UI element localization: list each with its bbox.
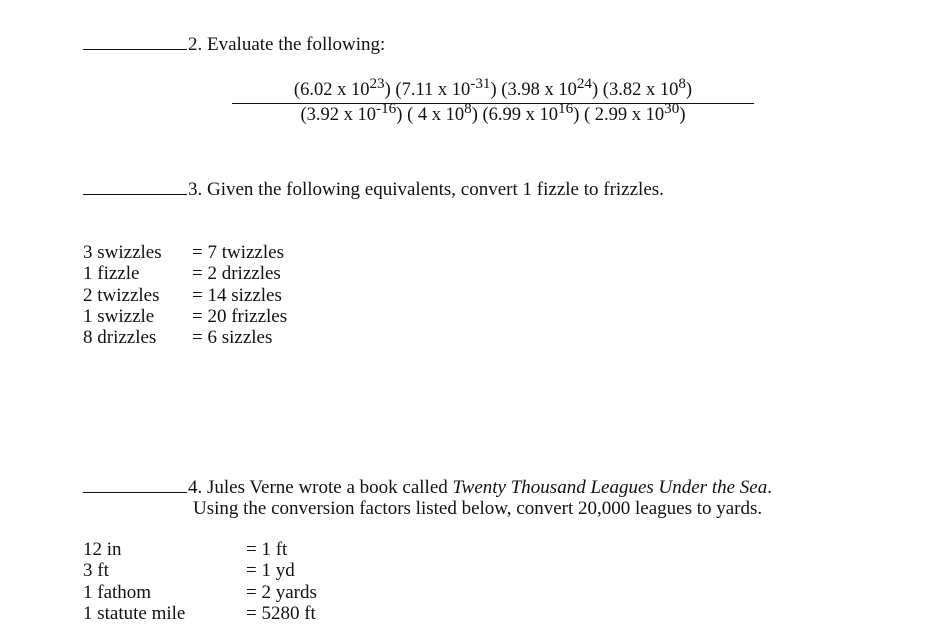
equivalent-row	[83, 242, 287, 263]
question-2-label: 2. Evaluate the following:	[188, 34, 386, 55]
equivalent-row	[83, 306, 287, 327]
equivalent-right: = 7 twizzles	[192, 242, 284, 263]
question-4-label: 4. Jules Verne wrote a book called	[188, 477, 453, 498]
equivalent-right: = 20 frizzles	[192, 305, 288, 327]
factor-row	[83, 603, 317, 624]
equivalent-left: 1 swizzle	[83, 305, 155, 327]
den-term-2: ( 4 x $10^8$)	[402, 100, 478, 125]
question-4-line2: Using the conversion factors listed below, convert 20,000 leagues to yards.	[193, 498, 763, 519]
num-term-3: (3.98 x $10^{24}$)	[496, 75, 599, 100]
equivalent-row	[83, 263, 287, 284]
book-title: Twenty Thousand Leagues Under the Sea	[452, 477, 768, 498]
equivalent-right: = 2 drizzles	[192, 263, 281, 285]
answer-blank-4[interactable]	[83, 491, 187, 493]
factor-row	[83, 582, 317, 603]
question-3-label: 3. Given the following equivalents, convert 1 fizzle to frizzles.	[188, 179, 664, 200]
factor-right: = 5280 ft	[246, 602, 316, 624]
equivalent-left: 2 twizzles	[83, 284, 160, 306]
answer-blank-3[interactable]	[83, 193, 187, 195]
factor-left: 12 in	[83, 539, 122, 560]
equivalent-row	[83, 285, 287, 306]
fraction-expression	[232, 75, 754, 126]
factor-left: 1 fathom	[83, 581, 152, 603]
factor-row	[83, 539, 317, 560]
den-term-1: (3.92 x $10^{-16}$)	[300, 100, 403, 125]
conversion-factors-table	[83, 539, 317, 624]
equivalent-left: 8 drizzles	[83, 327, 157, 349]
factor-left: 1 statute mile	[83, 602, 186, 624]
factor-right: = 1 ft	[246, 539, 288, 560]
factor-right: = 2 yards	[246, 581, 317, 603]
factor-right: = 1 yd	[246, 560, 295, 582]
question-4-heading	[83, 477, 772, 499]
num-term-2: (7.11 x $10^{-31}$)	[390, 75, 497, 100]
question-3-heading	[83, 179, 664, 201]
den-term-4: ( 2.99 x $10^{30}$)	[579, 100, 686, 125]
equivalent-left: 3 swizzles	[83, 242, 162, 263]
equivalent-left: 1 fizzle	[83, 263, 140, 285]
fraction-denominator	[232, 100, 754, 126]
question-2-heading	[83, 34, 385, 56]
factor-left: 3 ft	[83, 560, 109, 582]
question-4-period: .	[767, 477, 772, 498]
equivalent-right: = 6 sizzles	[192, 327, 273, 349]
factor-row	[83, 560, 317, 581]
answer-blank-2[interactable]	[83, 48, 187, 50]
num-term-4: (3.82 x $10^8$)	[598, 75, 693, 100]
den-term-3: (6.99 x $10^{16}$)	[477, 100, 580, 125]
equivalent-row	[83, 327, 287, 348]
num-term-1: (6.02 x $10^{23}$)	[293, 75, 391, 100]
equivalent-right: = 14 sizzles	[192, 284, 282, 306]
equivalents-table	[83, 242, 287, 348]
